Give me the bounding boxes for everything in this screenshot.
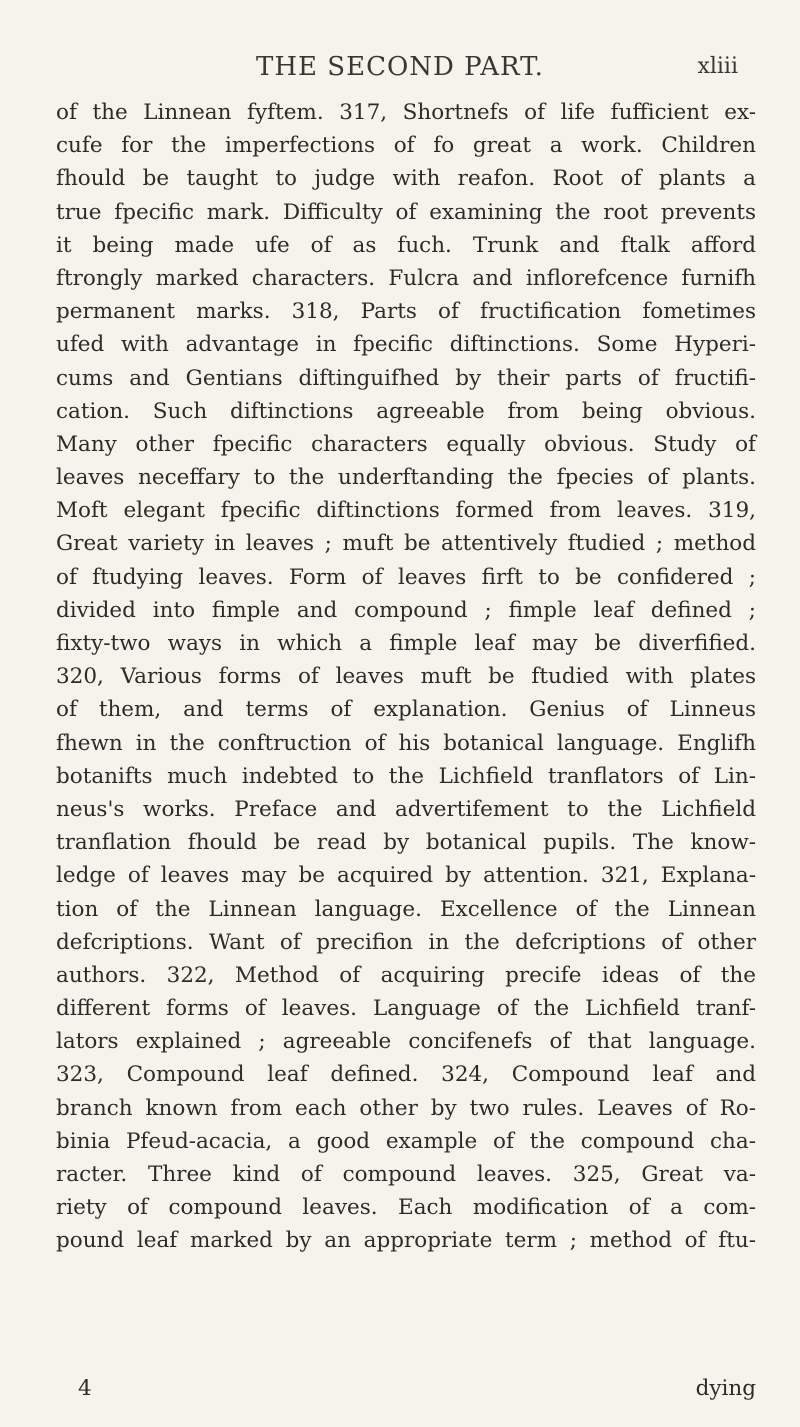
text-line: tranflation fhould be read by botanical pupils. The know- bbox=[56, 830, 756, 856]
catchword: dying bbox=[695, 1376, 756, 1401]
text-line: Many other fpecific characters equally obvious. Study of bbox=[56, 431, 756, 457]
text-line: tion of the Linnean language. Excellence of the Linnean bbox=[56, 896, 756, 922]
text-line: divided into fimple and compound ; fimple leaf defined ; bbox=[56, 597, 756, 623]
text-line: leaves neceffary to the underftanding the fpecies of plants. bbox=[56, 465, 756, 491]
text-line: ledge of leaves may be acquired by attention. 321, Explana- bbox=[56, 863, 756, 889]
text-line: riety of compound leaves. Each modification of a com- bbox=[56, 1195, 756, 1221]
text-line: cufe for the imperfections of fo great a work. Children bbox=[56, 133, 756, 159]
text-line: different forms of leaves. Language of the Lichfield tranf- bbox=[56, 996, 756, 1022]
text-line: 320, Various forms of leaves muft be ftudied with plates bbox=[56, 664, 756, 690]
text-line: lators explained ; agreeable concifenefs of that language. bbox=[56, 1029, 756, 1055]
text-line: cation. Such diftinctions agreeable from being obvious. bbox=[56, 398, 756, 424]
text-line: binia Pfeud-acacia, a good example of the compound cha- bbox=[56, 1128, 756, 1154]
text-line: of ftudying leaves. Form of leaves firft to be confidered ; bbox=[56, 564, 756, 590]
text-line: Great variety in leaves ; muft be attentively ftudied ; method bbox=[56, 531, 756, 557]
text-line: authors. 322, Method of acquiring precife ideas of the bbox=[56, 962, 756, 988]
text-line: 323, Compound leaf defined. 324, Compound leaf and bbox=[56, 1062, 756, 1088]
text-line: fixty-two ways in which a fimple leaf may be diverfified. bbox=[56, 631, 756, 656]
text-line: cums and Gentians diftinguifhed by their parts of fructifi- bbox=[56, 365, 756, 391]
text-line: pound leaf marked by an appropriate term ; method of ftu- bbox=[56, 1228, 756, 1254]
text-line: of the Linnean fyftem. 317, Shortnefs of life fufficient ex- bbox=[56, 100, 756, 125]
page-header bbox=[0, 52, 800, 92]
text-line: ftrongly marked characters. Fulcra and inflorefcence furnifh bbox=[56, 265, 756, 291]
text-line: it being made ufe of as fuch. Trunk and ftalk afford bbox=[56, 232, 756, 258]
text-line: racter. Three kind of compound leaves. 325, Great va- bbox=[56, 1162, 756, 1187]
running-head: THE SECOND PART. bbox=[256, 52, 544, 82]
text-line: true fpecific mark. Difficulty of examining the root prevents bbox=[56, 199, 756, 225]
page-footer bbox=[56, 1376, 756, 1410]
text-line: neus's works. Preface and advertifement to the Lichfield bbox=[56, 796, 756, 822]
text-line: of them, and terms of explanation. Genius of Linneus bbox=[56, 697, 756, 723]
text-line: permanent marks. 318, Parts of fructification fometimes bbox=[56, 299, 756, 325]
text-line: Moft elegant fpecific diftinctions formed from leaves. 319, bbox=[56, 498, 756, 524]
text-line: ufed with advantage in fpecific diftinctions. Some Hyperi- bbox=[56, 332, 756, 358]
signature-mark: 4 bbox=[78, 1376, 92, 1401]
text-line: fhould be taught to judge with reafon. Root of plants a bbox=[56, 166, 756, 192]
body-text bbox=[56, 96, 756, 1258]
page-number: xliii bbox=[697, 54, 738, 79]
text-line: botanifts much indebted to the Lichfield tranflators of Lin- bbox=[56, 763, 756, 789]
text-line: branch known from each other by two rules. Leaves of Ro- bbox=[56, 1095, 756, 1121]
text-line: defcriptions. Want of precifion in the defcriptions of other bbox=[56, 929, 756, 955]
text-line: fhewn in the conftruction of his botanical language. Englifh bbox=[56, 730, 756, 756]
